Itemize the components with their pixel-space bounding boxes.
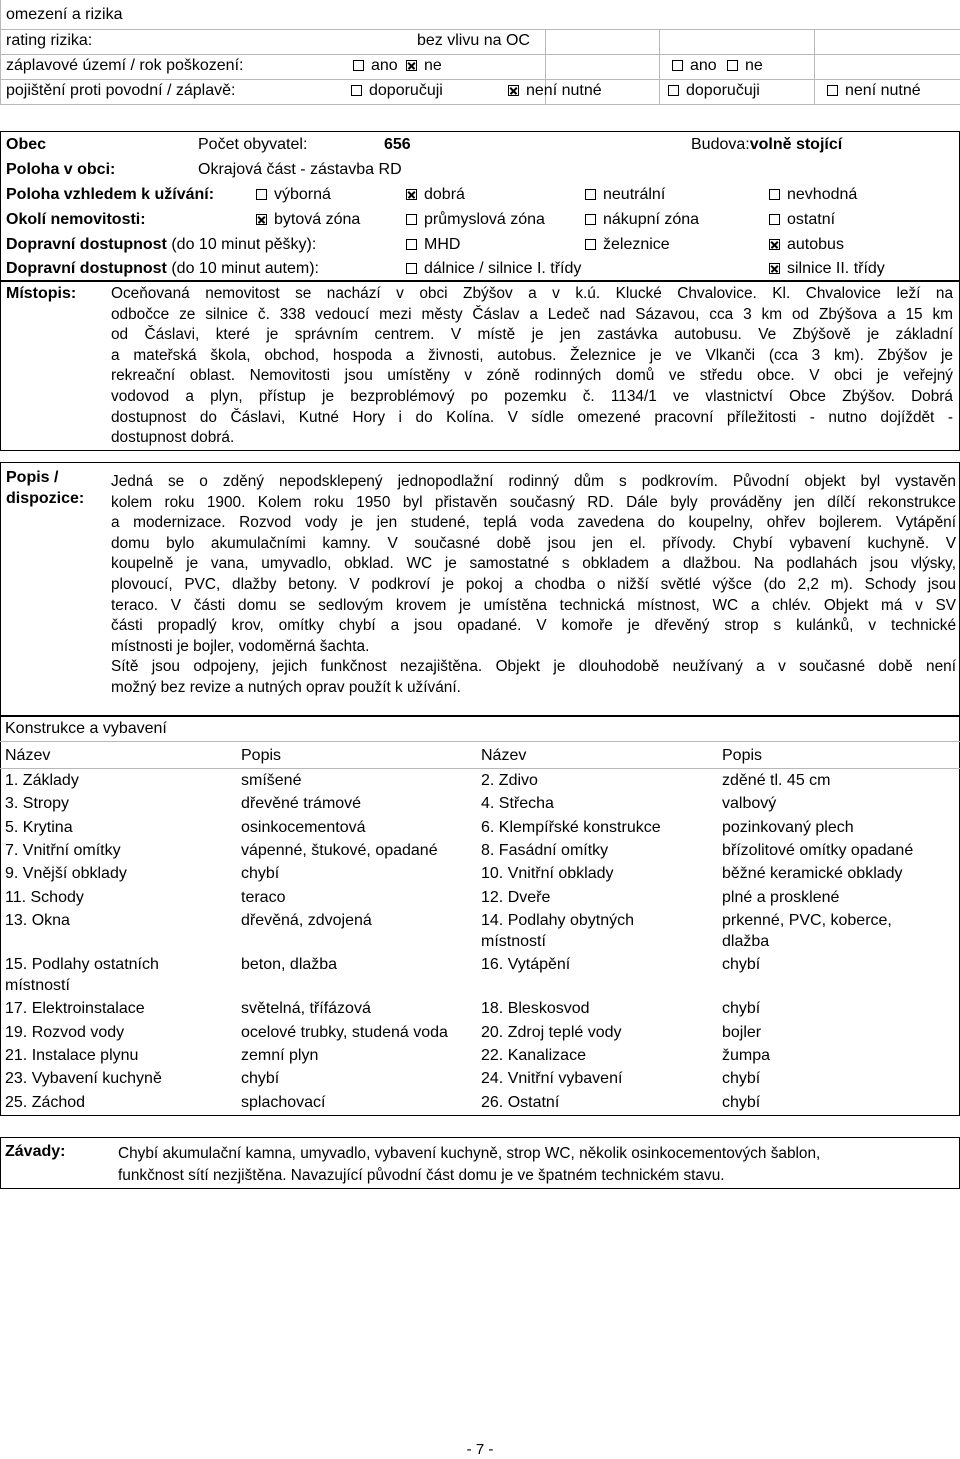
mistopis-line: rekreační oblast. Nemovitosti jsou umístěny v zóně rodinných domů ve středu obce. V obci je veřejný (111, 367, 953, 385)
checkbox-empty-icon (406, 214, 417, 225)
checkbox-empty-icon (351, 85, 362, 96)
flood-a-no[interactable] (406, 57, 442, 75)
ins-not-needed-2-label: není nutné (845, 82, 921, 99)
row-name-2: 24. Vnitřní vybavení (481, 1070, 623, 1087)
description-line: možný bez revize a nutných oprav použít k užívání. (111, 678, 461, 696)
row-name-1: 17. Elektroinstalace (5, 1000, 145, 1017)
description-line: kolem roku 1900. Kolem roku 1950 byl přistavěn současný RD. Dále byly prováděny jen dílčí rekonstrukce (111, 493, 956, 511)
walk-opt-label: autobus (787, 236, 844, 253)
car-opt-label: silnice II. třídy (787, 260, 885, 277)
checkbox-checked-icon (406, 60, 417, 71)
row-name-1: 13. Okna (5, 912, 70, 929)
row-name-1: 9. Vnější obklady (5, 865, 127, 882)
checkbox-empty-icon (256, 189, 267, 200)
row-desc-1: beton, dlažba (241, 956, 338, 973)
page-number: - 7 - (466, 1441, 494, 1458)
mistopis-line: od Čáslavi, které je správním centrem. V místě je jen zastávka autobusu. Ve Zbýšově je základní (111, 326, 953, 344)
usage-opt-neutral[interactable] (585, 186, 665, 204)
row-desc-2: valbový (722, 795, 777, 812)
checkbox-checked-icon (769, 263, 780, 274)
usage-opt-label: dobrá (424, 186, 465, 203)
description-line: plovoucí, PVC, dlažby betony. V podkroví je pokoj a chodba o nižší světlé výšce (do 2,2 m). Schody jsou (111, 575, 956, 593)
checkbox-empty-icon (769, 214, 780, 225)
car-label (6, 260, 319, 278)
building-label: Budova: (691, 136, 750, 153)
walk-opt-rail[interactable] (585, 236, 670, 254)
col-header-name-1: Název (5, 747, 51, 764)
description-line: domu bylo akumulačními kamny. V současné době jsou jen el. přívody. Chybí vybavení kuchyně. V (111, 534, 956, 552)
car-opt-highway[interactable] (406, 260, 581, 278)
mistopis-text (111, 284, 953, 449)
checkbox-checked-icon (508, 85, 519, 96)
row-desc-2: břízolitové omítky opadané (722, 842, 914, 859)
mistopis-label: Místopis: (6, 285, 77, 302)
row-name-2: 22. Kanalizace (481, 1047, 586, 1064)
mistopis-line: odbočce ze silnice č. 338 vedoucí mezi městy Čáslav a Ledeč nad Sázavou, cca 3 km od Zbýšova a 15 km (111, 305, 953, 323)
usage-opt-excellent[interactable] (256, 186, 331, 204)
defects-line: funkčnost sítí nezjištěna. Navazující původní část domu je ve špatném technickém stavu. (118, 1167, 725, 1184)
surround-opt-label: průmyslová zóna (424, 211, 545, 228)
row-name-1a: 15. Podlahy ostatních (5, 956, 159, 973)
row-desc-2: pozinkovaný plech (722, 819, 854, 836)
mistopis-line: dostupnost dobrá. (111, 429, 235, 447)
checkbox-empty-icon (585, 214, 596, 225)
car-label-bold: Dopravní dostupnost (6, 260, 167, 277)
walk-label-bold: Dopravní dostupnost (6, 236, 167, 253)
col-header-desc-1: Popis (241, 747, 282, 764)
flood-b-yes-label: ano (690, 57, 717, 74)
obec-label: Obec (6, 136, 47, 153)
row-name-2: 2. Zdivo (481, 772, 538, 789)
row-desc-2: zděné tl. 45 cm (722, 772, 831, 789)
row-name-1: 7. Vnitřní omítky (5, 842, 121, 859)
flood-a-no-label: ne (424, 57, 442, 74)
flood-a-yes[interactable] (353, 57, 398, 75)
surround-opt-label: bytová zóna (274, 211, 361, 228)
row-desc-2: běžné keramické obklady (722, 865, 903, 882)
row-name-2b: místností (481, 933, 546, 950)
population-label: Počet obyvatel: (198, 136, 308, 153)
flood-b-no-label: ne (745, 57, 763, 74)
checkbox-empty-icon (672, 60, 683, 71)
surround-opt-label: nákupní zóna (603, 211, 700, 228)
position-value: Okrajová část - zástavba RD (198, 161, 402, 178)
flood-b-yes[interactable] (672, 57, 717, 75)
flood-b-no[interactable] (727, 57, 763, 75)
surround-label: Okolí nemovitosti: (6, 211, 146, 228)
row-desc-2: chybí (722, 1094, 761, 1111)
flood-label: záplavové území / rok poškození: (6, 57, 244, 74)
description-line: Sítě jsou odpojeny, jejich funkčnost nezajištěna. Objekt je dlouhodobě neužívaný a v současné době není (111, 658, 956, 676)
description-text (111, 472, 956, 699)
flood-a-yes-label: ano (371, 57, 398, 74)
car-opt-label: dálnice / silnice I. třídy (424, 260, 582, 277)
mistopis-line: dostupnost do Čáslavi, Kutné Hory i do Kolína. V sídle omezené pracovní příležitosti - nutno dojíždět - (111, 408, 953, 426)
row-desc-2b: dlažba (722, 933, 770, 950)
checkbox-empty-icon (827, 85, 838, 96)
car-opt-road2[interactable] (769, 260, 885, 278)
construction-heading: Konstrukce a vybavení (5, 720, 167, 737)
rating-label: rating rizika: (6, 32, 93, 49)
row-name-1: 21. Instalace plynu (5, 1047, 139, 1064)
rating-value: bez vlivu na OC (417, 32, 530, 49)
row-desc-1: vápenné, štukové, opadané (241, 842, 438, 859)
description-line: koupelně je vana, umyvadlo, obklad. WC je samostatné s obkladem a dlažbou. Na podlahách jsou vlýsky, (111, 555, 956, 573)
row-desc-2a: prkenné, PVC, koberce, (722, 912, 892, 929)
description-line: teraco. V části domu se sedlovým krovem je umístěna technická místnost, WC a chlév. Objekt má v SV (111, 596, 956, 614)
description-label-1: Popis / (6, 469, 59, 486)
mistopis-line: Oceňovaná nemovitost se nachází v obci Zbýšov a v k.ú. Klucké Chvalovice. Kl. Chvalovice leží na (111, 285, 953, 302)
col-header-name-2: Název (481, 747, 527, 764)
checkbox-empty-icon (406, 239, 417, 250)
row-name-1: 25. Záchod (5, 1094, 86, 1111)
row-desc-2: chybí (722, 1070, 761, 1087)
description-line: části propadlý krov, omítky chybí a jsou opadané. V komoře je dřevěný strop s kulánků, v technické (111, 617, 956, 635)
checkbox-empty-icon (585, 239, 596, 250)
row-name-2: 18. Bleskosvod (481, 1000, 590, 1017)
description-line: místnosti je bojler, vodoměrná šachta. (111, 637, 370, 655)
row-name-1: 11. Schody (5, 889, 84, 906)
ins-not-needed-1[interactable] (508, 82, 602, 100)
checkbox-checked-icon (406, 189, 417, 200)
row-desc-1: osinkocementová (241, 819, 366, 836)
population-value: 656 (384, 136, 411, 153)
ins-not-needed-1-label: není nutné (526, 82, 602, 99)
row-name-2: 6. Klempířské konstrukce (481, 819, 661, 836)
surround-opt-industrial[interactable] (406, 211, 545, 229)
walk-opt-label: MHD (424, 236, 461, 253)
walk-opt-bus[interactable] (769, 236, 844, 254)
ins-recommend-2-label: doporučuji (686, 82, 760, 99)
usage-opt-unsuitable[interactable] (769, 186, 857, 204)
surround-opt-label: ostatní (787, 211, 836, 228)
insurance-label: pojištění proti povodní / záplavě: (6, 82, 236, 99)
usage-opt-label: výborná (274, 186, 331, 203)
row-name-1b: místností (5, 977, 70, 994)
description-label-2: dispozice: (6, 490, 85, 507)
row-desc-2: žumpa (722, 1047, 771, 1064)
description-line: a modernizace. Rozvod vody je jen studené, teplá voda zavedena do koupelny, ohřev bojlerem. Vytápění (111, 514, 956, 532)
row-desc-1: chybí (241, 865, 280, 882)
usage-opt-label: neutrální (603, 186, 666, 203)
row-name-1: 19. Rozvod vody (5, 1024, 125, 1041)
row-name-2: 26. Ostatní (481, 1094, 560, 1111)
row-desc-1: dřevěné trámové (241, 795, 362, 812)
walk-opt-mhd[interactable] (406, 236, 460, 254)
walk-label-rest: (do 10 minut pěšky): (171, 236, 317, 253)
row-desc-1: dřevěná, zdvojená (241, 912, 372, 929)
building-value: volně stojící (749, 136, 843, 153)
surround-opt-residential[interactable] (256, 211, 360, 229)
row-name-1: 23. Vybavení kuchyně (5, 1070, 162, 1087)
mistopis-line: vodovod a plyn, přístup je bezproblémový po pozemku č. 1134/1 ve vlastnictví Obce Zbýšov. Dobrá (111, 387, 953, 405)
surround-opt-shopping[interactable] (585, 211, 699, 229)
checkbox-empty-icon (727, 60, 738, 71)
row-desc-1: smíšené (241, 772, 302, 789)
walk-label (6, 236, 316, 254)
col-header-desc-2: Popis (722, 747, 763, 764)
row-desc-1: splachovací (241, 1094, 326, 1111)
defects-label: Závady: (5, 1143, 66, 1160)
row-name-1: 5. Krytina (5, 819, 73, 836)
row-name-2: 16. Vytápění (481, 956, 571, 973)
surround-opt-other[interactable] (769, 211, 835, 229)
row-name-1: 3. Stropy (5, 795, 70, 812)
row-desc-1: světelná, třífázová (241, 1000, 371, 1017)
building (691, 136, 842, 154)
ins-recommend-1[interactable] (351, 82, 443, 100)
usage-opt-label: nevhodná (787, 186, 858, 203)
row-name-2: 4. Střecha (481, 795, 554, 812)
defects-line: Chybí akumulační kamna, umyvadlo, vybavení kuchyně, strop WC, několik osinkocementových šablon, (118, 1145, 821, 1162)
row-desc-1: zemní plyn (241, 1047, 319, 1064)
row-name-2: 20. Zdroj teplé vody (481, 1024, 622, 1041)
checkbox-empty-icon (769, 189, 780, 200)
position-label: Poloha v obci: (6, 161, 116, 178)
row-desc-2: chybí (722, 1000, 761, 1017)
checkbox-checked-icon (769, 239, 780, 250)
mistopis-line: a mateřská škola, obchod, hospoda a živnosti, autobus. Železnice je ve Vlkanči (cca 3 km). Zbýšov je (111, 346, 953, 364)
checkbox-empty-icon (353, 60, 364, 71)
usage-opt-good[interactable] (406, 186, 465, 204)
walk-opt-label: železnice (603, 236, 670, 253)
row-desc-2: chybí (722, 956, 761, 973)
risk-heading: omezení a rizika (6, 6, 123, 23)
row-desc-2: bojler (722, 1024, 762, 1041)
checkbox-empty-icon (406, 263, 417, 274)
row-desc-1: teraco (241, 889, 286, 906)
row-name-1: 1. Základy (5, 772, 79, 789)
row-name-2: 12. Dveře (481, 889, 551, 906)
checkbox-empty-icon (668, 85, 679, 96)
row-desc-1: ocelové trubky, studená voda (241, 1024, 448, 1041)
row-name-2: 8. Fasádní omítky (481, 842, 609, 859)
car-label-rest: (do 10 minut autem): (171, 260, 319, 277)
ins-recommend-1-label: doporučuji (369, 82, 443, 99)
ins-recommend-2[interactable] (668, 82, 760, 100)
ins-not-needed-2[interactable] (827, 82, 921, 100)
row-name-2: 10. Vnitřní obklady (481, 865, 614, 882)
row-desc-1: chybí (241, 1070, 280, 1087)
row-desc-2: plné a prosklené (722, 889, 840, 906)
usage-label: Poloha vzhledem k užívání: (6, 186, 215, 203)
row-name-2a: 14. Podlahy obytných (481, 912, 634, 929)
description-line: Jedná se o zděný nepodsklepený jednopodlažní rodinný dům s podkrovím. Původní objekt byl vystavěn (111, 473, 956, 490)
checkbox-checked-icon (256, 214, 267, 225)
checkbox-empty-icon (585, 189, 596, 200)
